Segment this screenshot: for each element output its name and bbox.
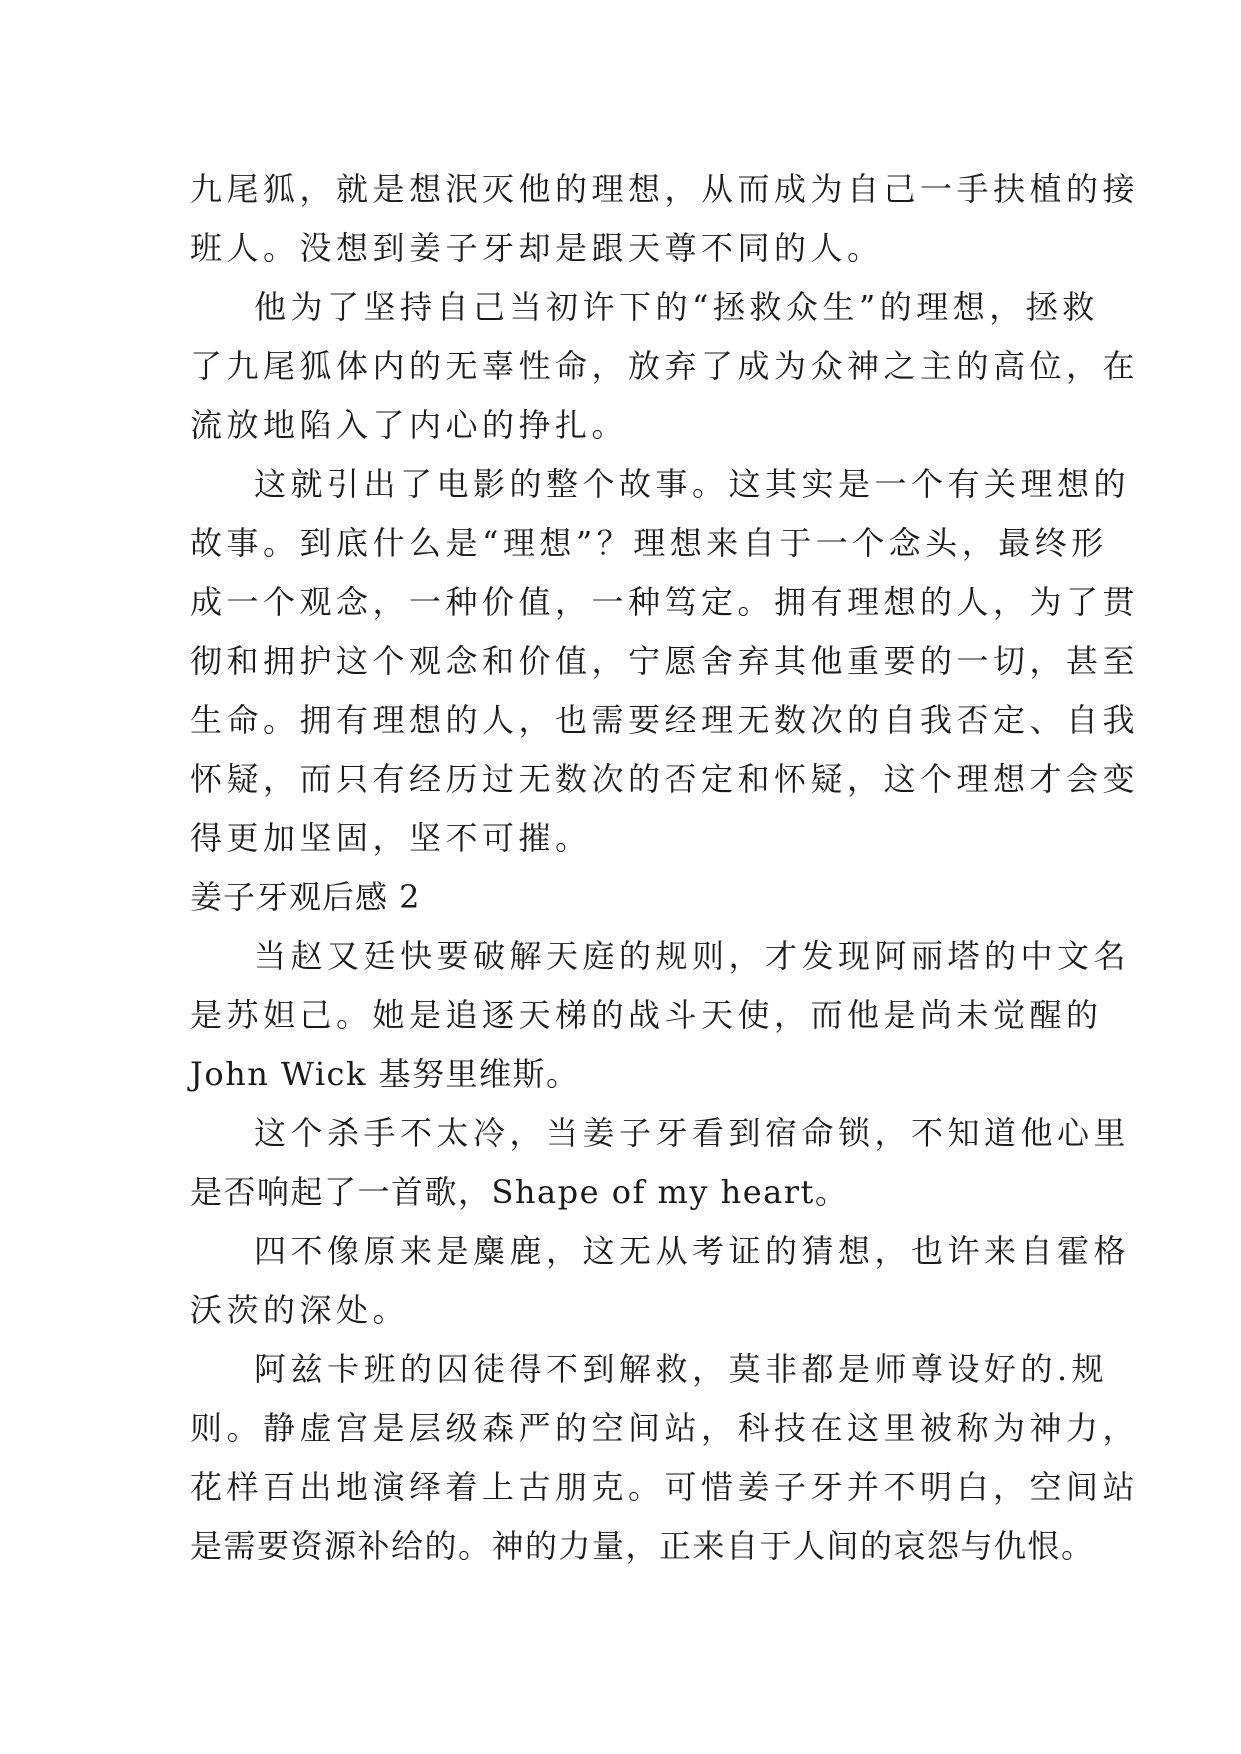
paragraph-7-line-2: 则。静虚宫是层级森严的空间站，科技在这里被称为神力， [190, 1409, 1140, 1447]
paragraph-7-line-1: 阿兹卡班的囚徒得不到解救，莫非都是师尊设好的.规 [254, 1350, 1109, 1388]
section-heading: 姜子牙观后感 2 [190, 878, 421, 916]
document-page [190, 160, 1140, 1576]
paragraph-6-line-1: 四不像原来是麋鹿，这无从考证的猜想，也许来自霍格 [254, 1232, 1131, 1270]
paragraph-7-line-3: 花样百出地演绎着上古朋克。可惜姜子牙并不明白，空间站 [190, 1468, 1140, 1506]
paragraph-4-line-3: John Wick 基努里维斯。 [190, 1055, 580, 1093]
paragraph-5-line-1: 这个杀手不太冷，当姜子牙看到宿命锁，不知道他心里 [254, 1114, 1131, 1152]
paragraph-3-line-3: 成一个观念，一种价值，一种笃定。拥有理想的人，为了贯 [190, 583, 1140, 621]
paragraph-2-line-1: 他为了坚持自己当初许下的“拯救众生”的理想，拯救 [254, 288, 1099, 326]
paragraph-4-line-1: 当赵又廷快要破解天庭的规则，才发现阿丽塔的中文名 [254, 937, 1131, 975]
paragraph-1-line-1: 九尾狐，就是想泯灭他的理想，从而成为自己一手扶植的接 [190, 170, 1140, 208]
paragraph-6-line-2: 沃茨的深处。 [190, 1291, 410, 1329]
paragraph-3-line-6: 怀疑，而只有经历过无数次的否定和怀疑，这个理想才会变 [190, 760, 1140, 798]
paragraph-5-line-2: 是否响起了一首歌，Shape of my heart。 [190, 1173, 849, 1211]
paragraph-3-line-4: 彻和拥护这个观念和价值，宁愿舍弃其他重要的一切，甚至 [190, 642, 1140, 680]
paragraph-7-line-4: 是需要资源补给的。神的力量，正来自于人间的哀怨与仇恨。 [190, 1527, 1095, 1565]
paragraph-3-line-1: 这就引出了电影的整个故事。这其实是一个有关理想的 [254, 465, 1131, 503]
paragraph-1-line-2: 班人。没想到姜子牙却是跟天尊不同的人。 [190, 229, 884, 267]
paragraph-2-line-3: 流放地陷入了内心的挣扎。 [190, 406, 629, 444]
paragraph-3-line-2: 故事。到底什么是“理想”？理想来自于一个念头，最终形 [190, 524, 1108, 562]
paragraph-4-line-2: 是苏妲己。她是追逐天梯的战斗天使，而他是尚未觉醒的 [190, 996, 1103, 1034]
paragraph-2-line-2: 了九尾狐体内的无辜性命，放弃了成为众神之主的高位，在 [190, 347, 1140, 385]
paragraph-3-line-5: 生命。拥有理想的人，也需要经理无数次的自我否定、自我 [190, 701, 1140, 739]
paragraph-3-line-7: 得更加坚固，坚不可摧。 [190, 819, 592, 857]
